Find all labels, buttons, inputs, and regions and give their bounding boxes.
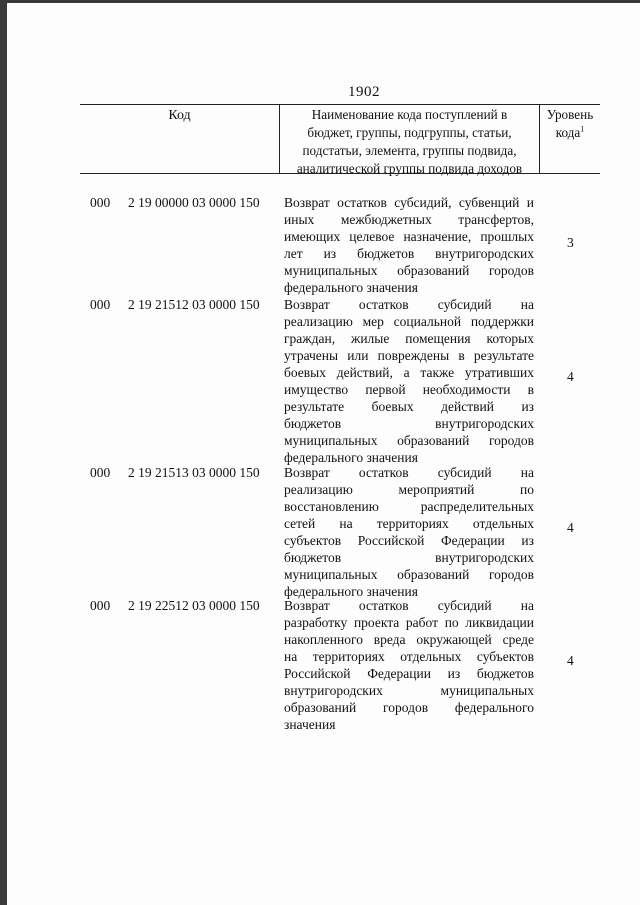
description-line: лет из бюджетов внутригородских <box>284 246 534 261</box>
description-line: утрачены или повреждены в результате <box>284 348 534 363</box>
row-prefix: 000 <box>90 465 111 480</box>
page-number: 1902 <box>348 84 380 100</box>
description-line: граждан, жилые помещения которых <box>284 331 534 346</box>
description-line: бюджетов внутригородских <box>284 416 534 431</box>
description-line: муниципальных образований городов <box>284 433 534 448</box>
description-line: боевых действий, а также утративших <box>284 365 534 380</box>
description-line: субъектов Российской Федерации из <box>284 533 534 548</box>
description-line: Возврат остатков субсидий на <box>284 297 534 312</box>
row-code: 2 19 00000 03 0000 150 <box>128 195 260 210</box>
description-line: сетей на территориях отдельных <box>284 516 534 531</box>
header-name-line: подстатьи, элемента, группы подвида, <box>302 143 517 158</box>
description-line: муниципальных образований городов <box>284 263 534 278</box>
scan-edge-left <box>0 0 7 905</box>
description-line: федерального значения <box>284 450 418 465</box>
header-level-line <box>540 125 600 141</box>
header-level-cell <box>540 105 600 173</box>
header-name-line: Наименование кода поступлений в <box>311 107 508 122</box>
header-code-cell <box>80 105 280 173</box>
description-line: иных межбюджетных трансфертов, <box>284 212 534 227</box>
row-prefix: 000 <box>90 195 111 210</box>
row-code: 2 19 22512 03 0000 150 <box>128 598 260 613</box>
description-line: внутригородских муниципальных <box>284 683 534 698</box>
description-line: накопленного вреда окружающей среде <box>284 632 534 647</box>
row-prefix: 000 <box>90 297 111 312</box>
description-line: Возврат остатков субсидий, субвенций и <box>284 195 534 210</box>
description-line: реализацию мер социальной поддержки <box>284 314 534 329</box>
row-description <box>284 296 534 466</box>
description-line: федерального значения <box>284 280 418 295</box>
row-description <box>284 194 534 296</box>
description-line: образований городов федерального <box>284 700 534 715</box>
row-description <box>284 464 534 600</box>
header-name-line: бюджет, группы, подгруппы, статьи, <box>307 125 512 140</box>
row-description <box>284 597 534 733</box>
header-level-word: кода <box>555 125 581 140</box>
description-line: реализацию мероприятий по <box>284 482 534 497</box>
row-level: 4 <box>567 520 574 535</box>
header-name-line: аналитической группы подвида доходов <box>296 161 523 176</box>
description-line: имущество первой необходимости в <box>284 382 534 397</box>
description-line: восстановлению распределительных <box>284 499 534 514</box>
row-level: 4 <box>567 369 574 384</box>
table-header <box>80 104 600 174</box>
description-line: Возврат остатков субсидий на <box>284 465 534 480</box>
header-name-cell <box>280 105 540 176</box>
description-line: разработку проекта работ по ликвидации <box>284 615 534 630</box>
description-line: имеющих целевое назначение, прошлых <box>284 229 534 244</box>
row-level: 3 <box>567 235 574 250</box>
description-line: бюджетов внутригородских <box>284 550 534 565</box>
description-line: Российской Федерации из бюджетов <box>284 666 534 681</box>
description-line: федерального значения <box>284 584 418 599</box>
header-level-line: Уровень <box>546 107 594 122</box>
description-line: Возврат остатков субсидий на <box>284 598 534 613</box>
description-line: на территориях отдельных субъектов <box>284 649 534 664</box>
header-code-label: Код <box>168 108 191 123</box>
row-code: 2 19 21513 03 0000 150 <box>128 465 260 480</box>
description-line: значения <box>284 717 336 732</box>
description-line: муниципальных образований городов <box>284 567 534 582</box>
scan-edge-top <box>0 0 640 3</box>
row-prefix: 000 <box>90 598 111 613</box>
footnote-marker: 1 <box>580 124 585 134</box>
row-code: 2 19 21512 03 0000 150 <box>128 297 260 312</box>
row-level: 4 <box>567 653 574 668</box>
description-line: результате боевых действий из <box>284 399 534 414</box>
